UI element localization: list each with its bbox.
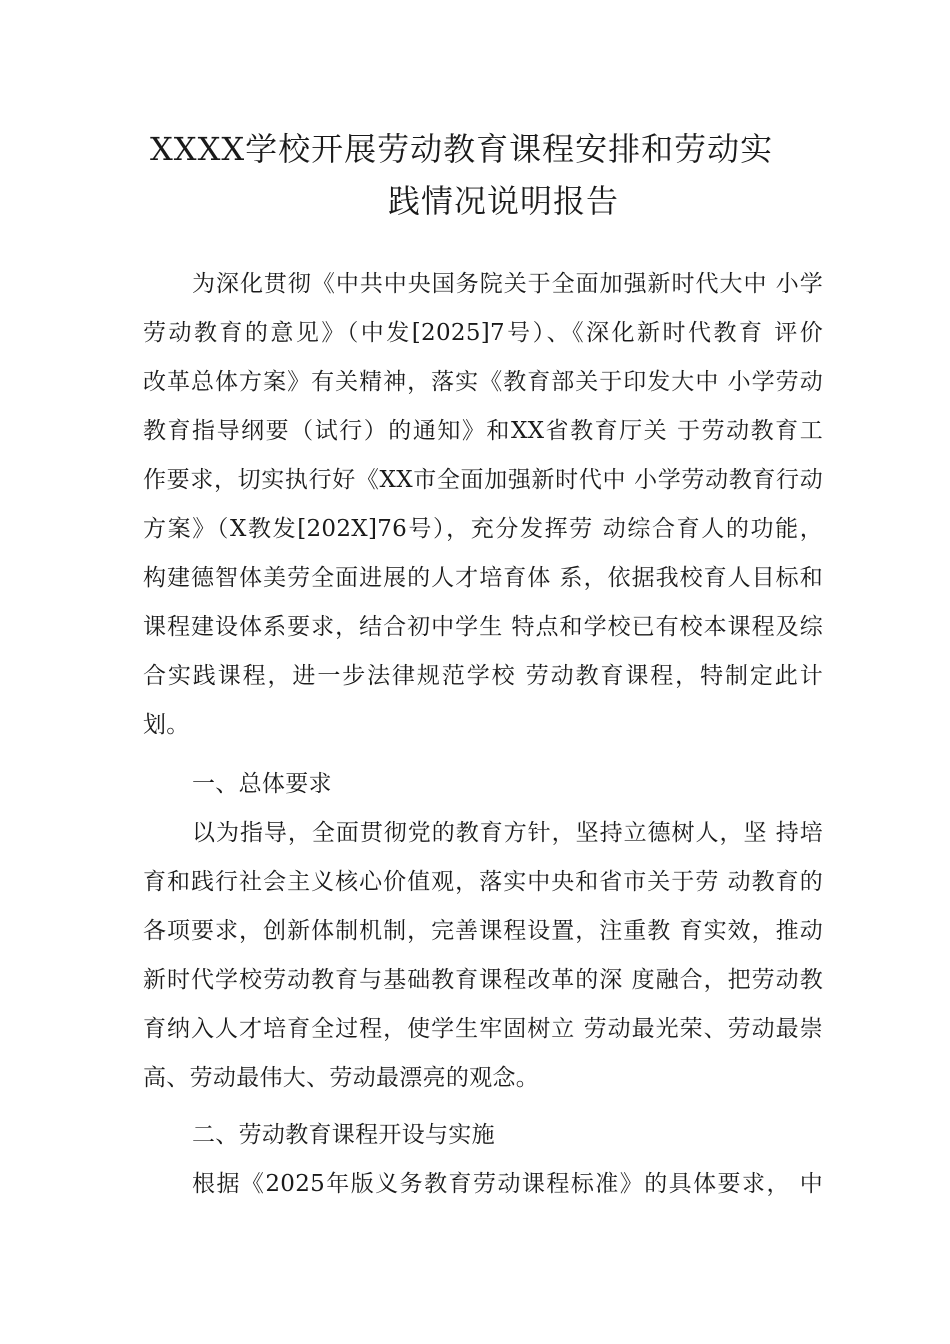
document-title-line-1: XXXX学校开展劳动教育课程安排和劳动实 — [150, 130, 774, 168]
paragraph-2-line: 高、劳动最伟大、劳动最漂亮的观念。 — [143, 1065, 540, 1091]
paragraph-1-line: 教育指导纲要（试行）的通知》和XX省教育厅关 于劳动教育工 — [143, 418, 823, 444]
paragraph-2-line: 各项要求，创新体制机制，完善课程设置，注重教 育实效，推动 — [143, 918, 823, 944]
paragraph-1-line: 作要求，切实执行好《XX市全面加强新时代中 小学劳动教育行动 — [143, 467, 823, 493]
paragraph-1-line: 为深化贯彻《中共中央国务院关于全面加强新时代大中 小学 — [192, 271, 823, 297]
paragraph-2-line: 新时代学校劳动教育与基础教育课程改革的深 度融合，把劳动教 — [143, 967, 823, 993]
document-title-line-2: 践情况说明报告 — [388, 182, 620, 220]
section-heading-2: 二、劳动教育课程开设与实施 — [192, 1122, 495, 1148]
paragraph-1-line: 方案》（X教发[202X]76号），充分发挥劳 动综合育人的功能， — [143, 516, 823, 542]
section-heading-1: 一、总体要求 — [192, 771, 332, 797]
paragraph-1-line: 划。 — [143, 712, 190, 738]
paragraph-1-line: 构建德智体美劳全面进展的人才培育体 系，依据我校育人目标和 — [143, 565, 823, 591]
paragraph-2-line: 育和践行社会主义核心价值观，落实中央和省市关于劳 动教育的 — [143, 869, 823, 895]
paragraph-3-line: 根据《2025年版义务教育劳动课程标准》的具体要求， 中 — [192, 1171, 823, 1197]
paragraph-1-line: 劳动教育的意见》（中发[2025]7号）、《深化新时代教育 评价 — [143, 320, 823, 346]
paragraph-1-line: 课程建设体系要求，结合初中学生 特点和学校已有校本课程及综 — [143, 614, 823, 640]
paragraph-2-line: 以为指导，全面贯彻党的教育方针，坚持立德树人，坚 持培 — [192, 820, 823, 846]
paragraph-1-line: 合实践课程，进一步法律规范学校 劳动教育课程，特制定此计 — [143, 663, 823, 689]
paragraph-2-line: 育纳入人才培育全过程，使学生牢固树立 劳动最光荣、劳动最崇 — [143, 1016, 823, 1042]
paragraph-1-line: 改革总体方案》有关精神，落实《教育部关于印发大中 小学劳动 — [143, 369, 823, 395]
